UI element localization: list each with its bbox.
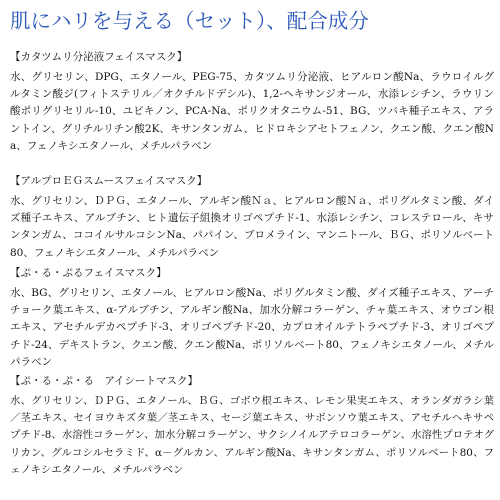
section-snail-mask xyxy=(10,48,494,155)
page-title: 肌にハリを与える（セット）、配合成分 xyxy=(10,9,369,33)
section-heading: 【ぷ・る・ぷ・る アイシートマスク】 xyxy=(10,375,199,387)
section-purupuru-eye-mask xyxy=(10,372,494,479)
ingredient-list: 水、グリセリン、ＤＰＧ、エタノール、ＢＧ、ゴボウ根エキス、レモン果実エキス、オランダガラシ葉／茎エキス、セイヨウキズタ葉／茎エキス、セージ葉エキス、サボンソウ葉エキス、アセチルヘキサペプチド-8、水溶性コラーゲン、加水分解コラーゲン、サクシノイルアテロコラーゲン、水溶性プロテオグリカン、グルコシルセラミド、α－グルカン、アルギン酸Na、キサンタンガム、ポリソルベート80、フェノキシエタノール、メチルパラベン xyxy=(10,395,494,476)
section-heading: 【ぷ・る・ぷるフェイスマスク】 xyxy=(10,267,167,279)
section-heading: 【カタツムリ分泌液フェイスマスク】 xyxy=(10,51,188,63)
ingredient-list: 水、BG、グリセリン、エタノール、ヒアルロン酸Na、ポリグルタミン酸、ダイズ種子エキス、アーチチョーク葉エキス、α-アルブチン、アルギン酸Na、加水分解コラーゲン、チャ葉エキス、オウゴン根エキス、アセチルデカペプチド-3、オリゴペプチド-20、カプロオイルテトラペプチド-3、オリゴペプチド-24、デキストラン、クエン酸、クエン酸Na、ポリソルベート80、フェノキシエタノール、メチルパラベン xyxy=(10,287,494,368)
section-heading: 【アルプロＥＧスムースフェイスマスク】 xyxy=(10,175,208,187)
section-alpro-eg-mask xyxy=(10,172,494,262)
ingredient-list: 水、グリセリン、DPG、エタノール、PEG-75、カタツムリ分泌液、ヒアルロン酸Na、ラウロイルグルタミン酸ジ(フィトステリル／オクチルドデシル)、1,2-ヘキサンジオール、水添レシチン、ラウリン酸ポリグリセリル-10、ユビキノン、PCA-Na、ポリクオタニウム-51、BG、ツバキ種子エキス、アラントイン、グリチルリチン酸2K、キサンタンガム、ヒドロキシアセトフェノン、クエン酸、クエン酸Na、フェノキシエタノール、メチルパラベン xyxy=(10,71,494,152)
section-purupuru-face-mask xyxy=(10,264,494,371)
ingredient-list: 水、グリセリン、ＤＰＧ、エタノール、アルギン酸Ｎａ、ヒアルロン酸Ｎａ、ポリグルタミン酸、ダイズ種子エキス、アルブチン、ヒト遺伝子組換オリゴペプチド-1、水添レシチン、コレステロール、キサンタンガム、ココイルサルコシンNa、パパイン、ブロメライン、マンニトール、ＢＧ、ポリソルベート80、フェノキシエタノール、メチルパラベン xyxy=(10,195,494,259)
